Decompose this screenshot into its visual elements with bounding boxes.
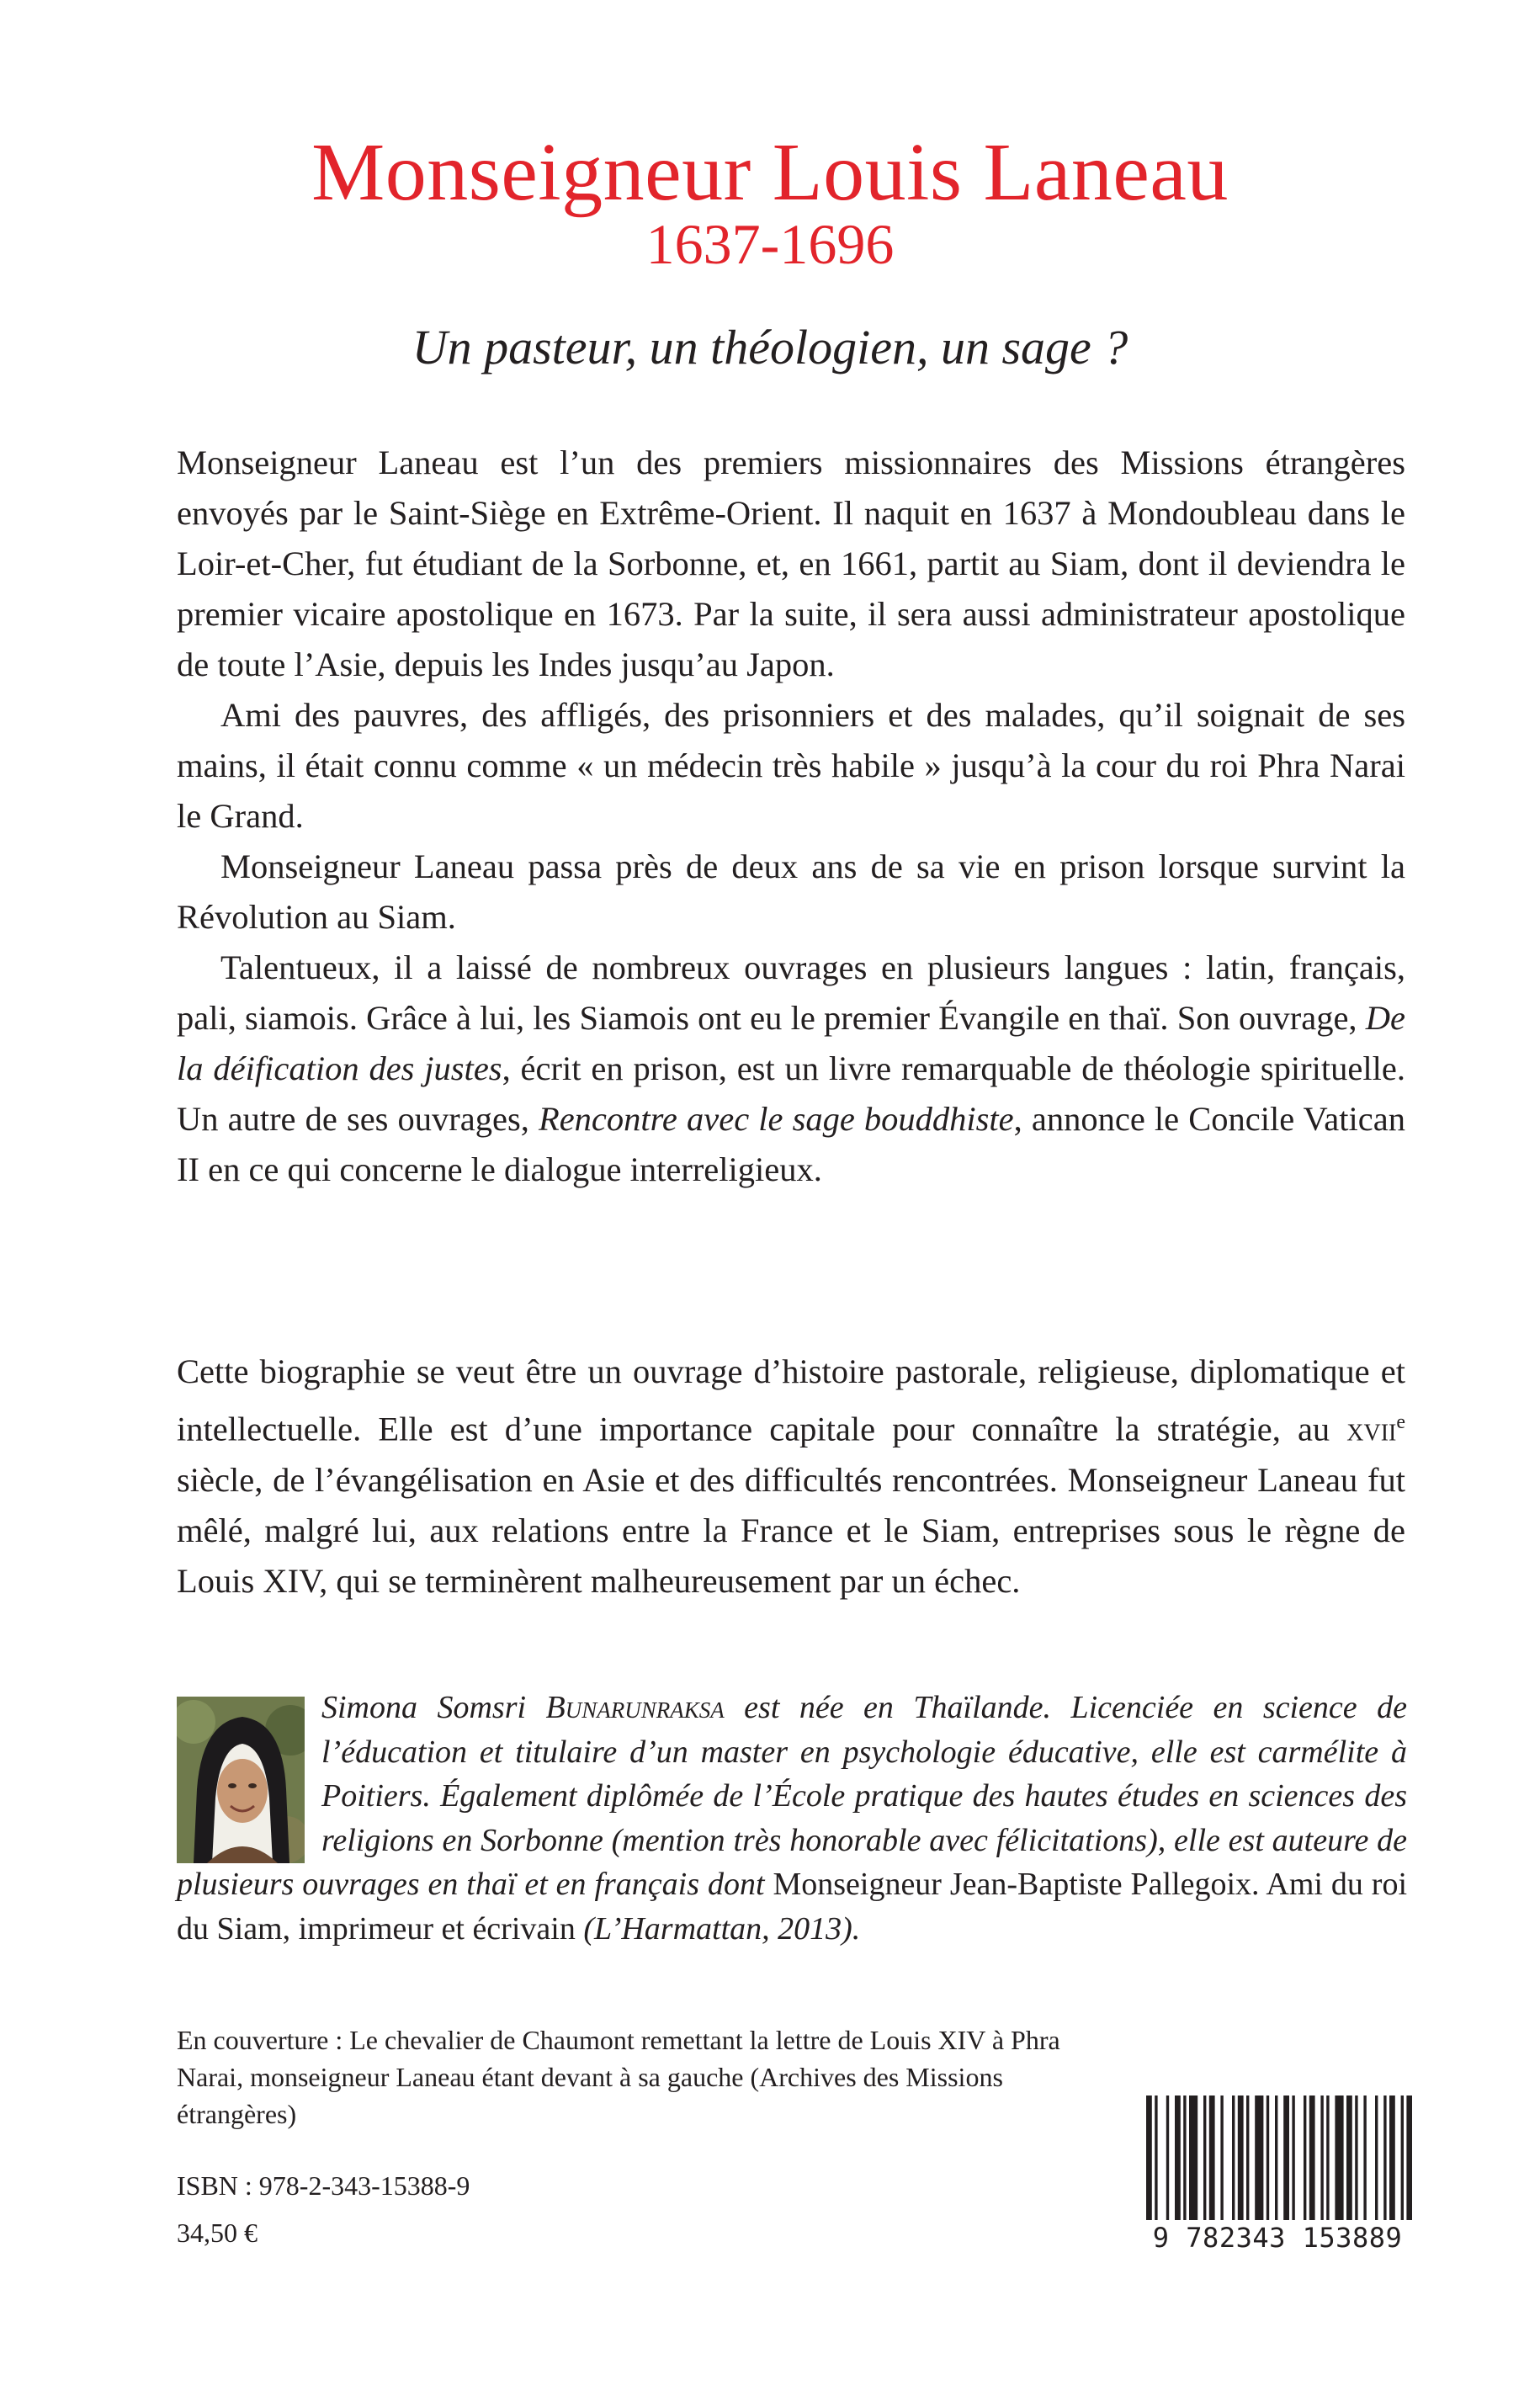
book-subtitle: Un pasteur, un théologien, un sage ? — [412, 320, 1128, 374]
author-bio — [177, 1686, 1407, 1951]
biography-paragraph — [177, 1347, 1405, 1607]
cover-caption: En couverture : Le chevalier de Chaumont remettant la lettre de Louis XIV à Phra Narai, monseigneur Laneau étant devant à sa gauche (Archives des Missions étrangères) — [177, 2025, 1060, 2129]
paragraph-text: , écrit en prison, est un livre remarquable de théologie spirituelle. Un autre de ses ouvrages, — [177, 1049, 1405, 1138]
barcode-bar — [1203, 2096, 1206, 2220]
author-first-names: Simona Somsri — [321, 1690, 527, 1725]
barcode-bar — [1146, 2096, 1152, 2220]
barcode-bar — [1406, 2096, 1412, 2220]
intro-text — [177, 438, 1405, 1195]
barcode-bar — [1283, 2096, 1289, 2220]
barcode-bar — [1346, 2096, 1352, 2220]
paragraph-text: Monseigneur Laneau passa près de deux ans de sa vie en prison lorsque survint la Révolution au Siam. — [177, 847, 1405, 936]
intro-paragraph — [177, 943, 1405, 1195]
barcode-bar — [1309, 2096, 1315, 2220]
book-title: Monseigneur Louis Laneau — [311, 127, 1229, 218]
paragraph-text: Talentueux, il a laissé de nombreux ouvrages en plusieurs langues : latin, français, pali, siamois. Grâce à lui, les Siamois ont eu le premier Évangile en thaï. Son ouvrage, — [177, 948, 1405, 1037]
century-numeral: xvii — [1346, 1410, 1397, 1448]
barcode-bar — [1389, 2096, 1395, 2220]
intro-paragraph — [177, 690, 1405, 842]
author-bio-text: est née en Thaïlande. Licenciée en science de l’éducation et titulaire d’un master en psychologie éducative, elle est carmélite à Poitiers. Également diplômée de l’École pratique des hautes études en sciences des religions en Sorbonne (mention très honorable avec félicitations), elle est auteure de plusieurs ouvrages en thaï et en français dont — [177, 1690, 1407, 1902]
barcode-bar — [1246, 2096, 1249, 2220]
barcode-bar — [1155, 2096, 1157, 2220]
barcode-bar — [1238, 2096, 1244, 2220]
book-dates: 1637-1696 — [645, 212, 895, 276]
paragraph-text: Monseigneur Laneau est l’un des premiers missionnaires des Missions étrangères envoyés par le Saint-Siège en Extrême-Orient. Il naquit en 1637 à Mondoubleau dans le Loir-et-Cher, fut étudiant de la Sorbonne, et, en 1661, partit au Siam, dont il deviendra le premier vicaire apostolique en 1673. Par la suite, il sera aussi administrateur apostolique de toute l’Asie, depuis les Indes jusqu’au Japon. — [177, 444, 1405, 683]
author-photo-spacer — [177, 1686, 321, 1859]
barcode-bar — [1175, 2096, 1181, 2220]
barcode-bar — [1209, 2096, 1215, 2220]
biography-text-after: siècle, de l’évangélisation en Asie et des difficultés rencontrées. Monseigneur Laneau fut mêlé, malgré lui, aux relations entre la France et le Siam, entreprises sous le règne de Louis XIV, qui se terminèrent malheureusement par un échec. — [177, 1460, 1405, 1600]
paragraph-text: , annonce le Concile Vatican II en ce qui concerne le dialogue interreligieux. — [177, 1100, 1405, 1188]
barcode-bar — [1275, 2096, 1277, 2220]
barcode-bar — [1355, 2096, 1357, 2220]
century-suffix: e — [1396, 1411, 1405, 1433]
barcode-bar — [1383, 2096, 1386, 2220]
barcode-bar — [1401, 2096, 1404, 2220]
barcode-bar — [1166, 2096, 1169, 2220]
price: 34,50 € — [177, 2218, 258, 2248]
biography-text-before: Cette biographie se veut être un ouvrage d’histoire pastorale, religieuse, diplomatique et intellectuelle. Elle est d’une importance capitale pour connaître la stratégie, au — [177, 1352, 1405, 1448]
intro-paragraph — [177, 842, 1405, 943]
barcode-bar — [1304, 2096, 1306, 2220]
barcode-bar — [1326, 2096, 1329, 2220]
barcode-bar — [1320, 2096, 1323, 2220]
barcode-bar — [1335, 2096, 1343, 2220]
author-book-publisher: (L’Harmattan, 2013). — [575, 1910, 861, 1947]
barcode-bar — [1292, 2096, 1294, 2220]
barcode-bar — [1220, 2096, 1223, 2220]
author-surname: Bunarunraksa — [545, 1690, 725, 1725]
isbn: ISBN : 978-2-343-15388-9 — [177, 2170, 470, 2201]
barcode-bar — [1255, 2096, 1263, 2220]
intro-paragraph — [177, 438, 1405, 690]
barcode-digits: 9 782343 153889 — [1143, 2222, 1412, 2254]
paragraph-text: Ami des pauvres, des affligés, des prisonniers et des malades, qu’il soignait de ses mains, il était connu comme « un médecin très habile » jusqu’à la cour du roi Phra Narai le Grand. — [177, 696, 1405, 835]
barcode-bar — [1375, 2096, 1378, 2220]
barcode-bar — [1183, 2096, 1186, 2220]
barcode-bar — [1232, 2096, 1235, 2220]
author-book-title: Monseigneur Jean-Baptiste Pallegoix. Ami du roi du Siam, imprimeur et écrivain — [177, 1867, 1407, 1947]
barcode-bar — [1267, 2096, 1269, 2220]
barcode-bar — [1189, 2096, 1197, 2220]
italic-book-title: Rencontre avec le sage bouddhiste — [538, 1100, 1014, 1138]
barcode-bar — [1363, 2096, 1366, 2220]
biography-text — [177, 1347, 1405, 1607]
italic-book-title: De la déification des justes — [177, 999, 1405, 1087]
